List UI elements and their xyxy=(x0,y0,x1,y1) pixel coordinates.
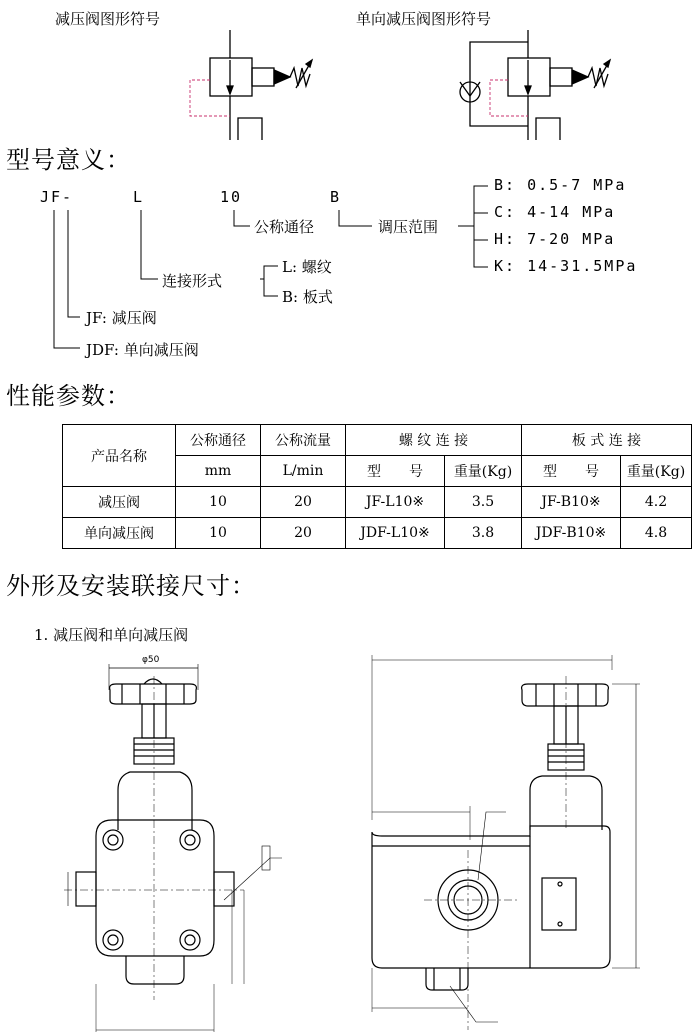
pressure-range-c: C: 4-14 MPa xyxy=(494,203,616,221)
header-plate: 板 式 连 接 xyxy=(522,425,692,456)
performance-title: 性能参数： xyxy=(6,382,131,410)
connection-plate: B: 板式 xyxy=(282,288,333,306)
cell-thread-weight: 3.8 xyxy=(445,518,522,549)
header-nominal-size: 公称通径 xyxy=(176,425,261,456)
cell-flow: 20 xyxy=(261,518,346,549)
pressure-range-k: K: 14-31.5MPa xyxy=(494,257,638,275)
code-part-pressure: B xyxy=(330,188,342,206)
cell-thread-weight: 3.5 xyxy=(445,487,522,518)
symbol-caption-reducing-valve: 减压阀图形符号 xyxy=(55,10,161,28)
front-view-drawing xyxy=(64,664,282,1032)
header-product-name: 产品名称 xyxy=(63,425,176,487)
model-meaning-title: 型号意义： xyxy=(6,146,131,174)
header-thread-model: 型 号 xyxy=(346,456,445,487)
cell-plate-weight: 4.2 xyxy=(621,487,692,518)
cell-size: 10 xyxy=(176,518,261,549)
cell-plate-model: JDF-B10※ xyxy=(522,518,621,549)
cell-thread-model: JF-L10※ xyxy=(346,487,445,518)
cell-flow: 20 xyxy=(261,487,346,518)
code-part-connection: L xyxy=(133,188,145,206)
cell-thread-model: JDF-L10※ xyxy=(346,518,445,549)
nominal-size-label: 公称通径 xyxy=(254,218,315,236)
side-view-drawing xyxy=(372,655,640,1030)
pressure-range-h: H: 7-20 MPa xyxy=(494,230,616,248)
header-plate-model: 型 号 xyxy=(522,456,621,487)
valve-type-jf: JF: 减压阀 xyxy=(86,309,157,327)
cell-name: 减压阀 xyxy=(63,487,176,518)
pressure-range-label: 调压范围 xyxy=(378,218,439,236)
connection-threaded: L: 螺纹 xyxy=(282,258,332,276)
cell-plate-weight: 4.8 xyxy=(621,518,692,549)
cell-name: 单向减压阀 xyxy=(63,518,176,549)
connection-label: 连接形式 xyxy=(162,272,223,290)
phi-label: φ50 xyxy=(142,655,160,665)
code-part-size: 10 xyxy=(220,188,243,206)
header-threaded: 螺 纹 连 接 xyxy=(346,425,522,456)
header-nominal-size-unit: mm xyxy=(176,456,261,487)
valve-type-jdf: JDF: 单向减压阀 xyxy=(86,341,199,359)
dimensions-subtitle: 1. 减压阀和单向减压阀 xyxy=(34,626,189,644)
header-plate-weight: 重量(Kg) xyxy=(621,456,692,487)
dimensions-title: 外形及安装联接尺寸： xyxy=(6,572,256,600)
header-thread-weight: 重量(Kg) xyxy=(445,456,522,487)
cell-size: 10 xyxy=(176,487,261,518)
code-part-series: JF- xyxy=(40,188,74,206)
symbol-caption-check-reducing-valve: 单向减压阀图形符号 xyxy=(356,10,492,28)
header-nominal-flow-unit: L/min xyxy=(261,456,346,487)
cell-plate-model: JF-B10※ xyxy=(522,487,621,518)
pressure-range-b: B: 0.5-7 MPa xyxy=(494,176,627,194)
header-nominal-flow: 公称流量 xyxy=(261,425,346,456)
